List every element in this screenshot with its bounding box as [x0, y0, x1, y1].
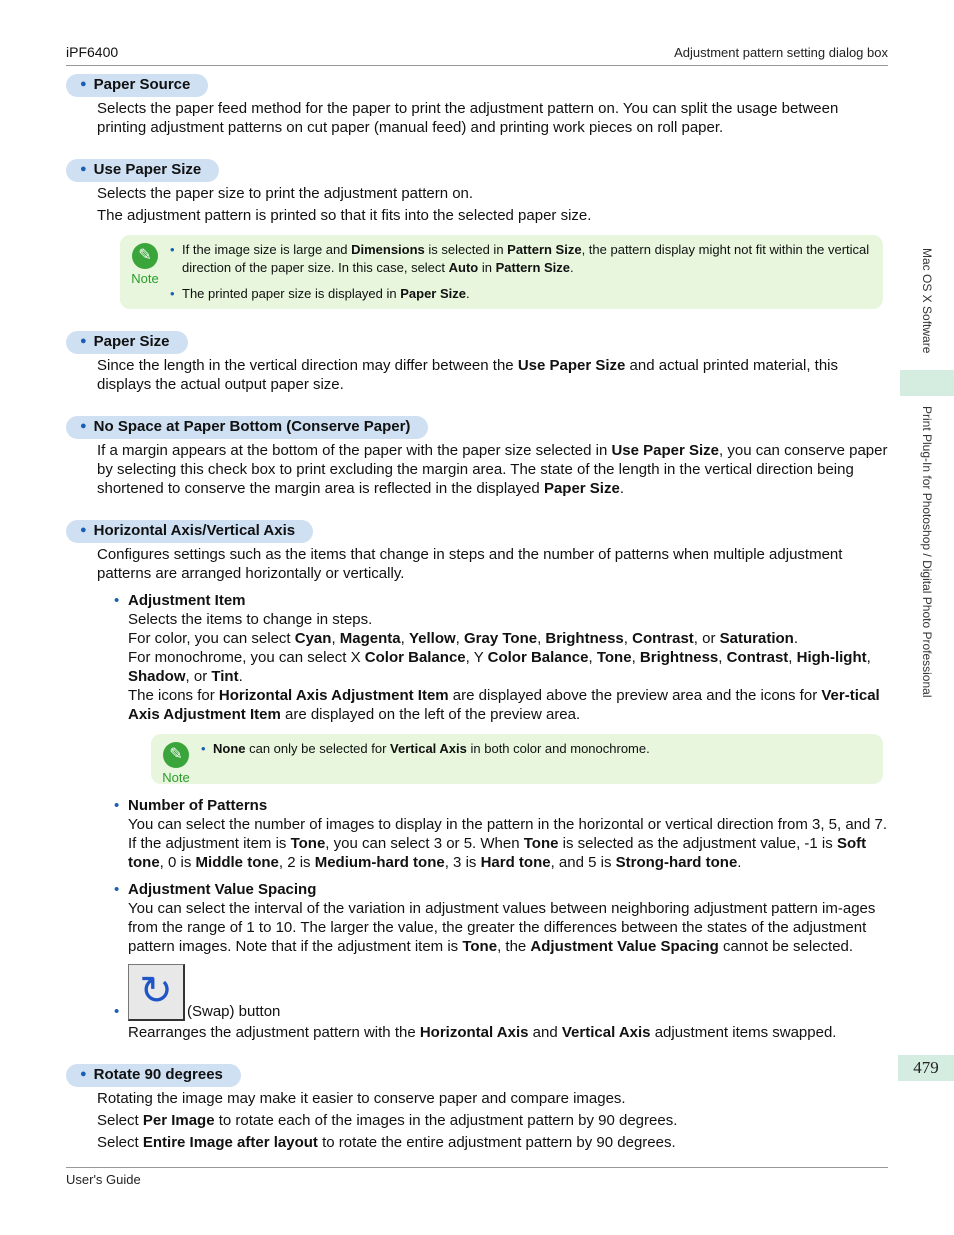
paragraph: Since the length in the vertical direction may differ between the Use Paper Size and actual printed material, this displays the actual output paper size.: [97, 357, 838, 393]
bullet-icon: •: [170, 286, 175, 301]
sub-item-adjustment-value-spacing: • Adjustment Value Spacing You can select the interval of the variation in adjustment values between neighboring adjustment pattern im-ages from the range of 1 to 10. The larger the value, the greater the differences between the states of the adjustment pattern images. Note that if the adjustment item is Tone, the Adjustment Value Spacing cannot be selected.: [114, 881, 876, 955]
bullet-icon: ●: [80, 163, 87, 175]
footer-divider: [66, 1167, 888, 1168]
paragraph: If a margin appears at the bottom of the paper with the paper size selected in Use Paper Size, you can conserve paper by selecting this check box to print excluding the margin area. The state of the length in the vertical direction being shortened to conserve the margin area is reflected in the displayed Paper Size.: [97, 442, 888, 497]
bullet-icon: ●: [80, 524, 87, 536]
paragraph: Select Per Image to rotate each of the images in the adjustment pattern by 90 degrees.: [97, 1112, 678, 1129]
note-box: [151, 734, 883, 784]
bullet-icon: ●: [80, 335, 87, 347]
section-heading: ● No Space at Paper Bottom (Conserve Paper): [66, 416, 428, 439]
section-paper-size: [66, 331, 888, 394]
section-no-space: [66, 416, 888, 498]
bullet-icon: •: [201, 741, 206, 756]
note-icon: ✎ Note: [161, 742, 191, 787]
paragraph: Select Entire Image after layout to rotate the entire adjustment pattern by 90 degrees.: [97, 1134, 676, 1151]
section-axis: [66, 520, 888, 1042]
bullet-icon: •: [170, 242, 175, 257]
section-heading: ● Paper Size: [66, 331, 188, 354]
paragraph: Configures settings such as the items that change in steps and the number of patterns when multiple adjustment patterns are arranged horizontally or vertically.: [97, 546, 843, 582]
sub-item-adjustment-item: • Adjustment Item Selects the items to change in steps. For color, you can select Cyan, Magenta, Yellow, Gray Tone, Brightness, Contrast, or Saturation. For monochrome, you can select X Color Balance, Y Color Balance, Tone, Brightness, Contrast, High-light, Shadow, or Tint. The icons for Horizontal Axis Adjustment Item are displayed above the preview area and the icons for Ver-tical Axis Adjustment Item are displayed on the left of the preview area.: [114, 592, 880, 723]
side-tab-plugin[interactable]: Print Plug-In for Photoshop / Digital Photo Professional: [920, 406, 934, 698]
section-paper-source: [66, 74, 888, 137]
bullet-icon: •: [114, 797, 120, 814]
side-tab-mac-os-x[interactable]: Mac OS X Software: [920, 248, 934, 354]
header-section-title: Adjustment pattern setting dialog box: [674, 45, 888, 60]
side-tab-marker: [900, 370, 954, 396]
header-divider: [66, 65, 888, 66]
paragraph: The adjustment pattern is printed so that it fits into the selected paper size.: [97, 207, 592, 224]
note-item: • If the image size is large and Dimensions is selected in Pattern Size, the pattern display might not fit within the vertical direction of the paper size. In this case, select Auto in Pattern Size.: [170, 242, 870, 275]
footer-guide-title: User's Guide: [66, 1172, 141, 1187]
bullet-icon: ●: [80, 1068, 87, 1080]
note-icon: ✎ Note: [130, 243, 160, 288]
note-item: • None can only be selected for Vertical Axis in both color and monochrome.: [201, 741, 650, 756]
bullet-icon: •: [114, 592, 120, 609]
bullet-icon: •: [114, 1003, 120, 1020]
paragraph: Rotating the image may make it easier to conserve paper and compare images.: [97, 1090, 626, 1107]
section-heading: ● Paper Source: [66, 74, 208, 97]
swap-button-icon[interactable]: ↻: [128, 964, 185, 1021]
section-use-paper-size: [66, 159, 888, 309]
page-number: 479: [898, 1055, 954, 1081]
bullet-icon: •: [114, 881, 120, 898]
section-heading: ● Horizontal Axis/Vertical Axis: [66, 520, 313, 543]
section-rotate: [66, 1064, 888, 1152]
main-content: [66, 74, 888, 1174]
bullet-icon: ●: [80, 78, 87, 90]
section-heading: ● Rotate 90 degrees: [66, 1064, 241, 1087]
sub-item-swap: • ↻ (Swap) button Rearranges the adjustment pattern with the Horizontal Axis and Vertical Axis adjustment items swapped.: [128, 964, 888, 1042]
paragraph: Selects the paper size to print the adjustment pattern on.: [97, 185, 474, 202]
paragraph: Selects the paper feed method for the paper to print the adjustment pattern on. You can split the usage between printing adjustment patterns on cut paper (manual feed) and printing work pieces on roll paper.: [97, 100, 839, 136]
header-product: iPF6400: [66, 44, 119, 60]
sub-item-number-of-patterns: • Number of Patterns You can select the number of images to display in the pattern in the horizontal or vertical direction from 3, 5, and 7. If the adjustment item is Tone, you can select 3 or 5. When Tone is selected as the adjustment value, -1 is Soft tone, 0 is Middle tone, 2 is Medium-hard tone, 3 is Hard tone, and 5 is Strong-hard tone.: [114, 797, 888, 871]
section-heading: ● Use Paper Size: [66, 159, 219, 182]
bullet-icon: ●: [80, 420, 87, 432]
note-item: • The printed paper size is displayed in Paper Size.: [170, 286, 470, 301]
note-box: [120, 235, 883, 309]
